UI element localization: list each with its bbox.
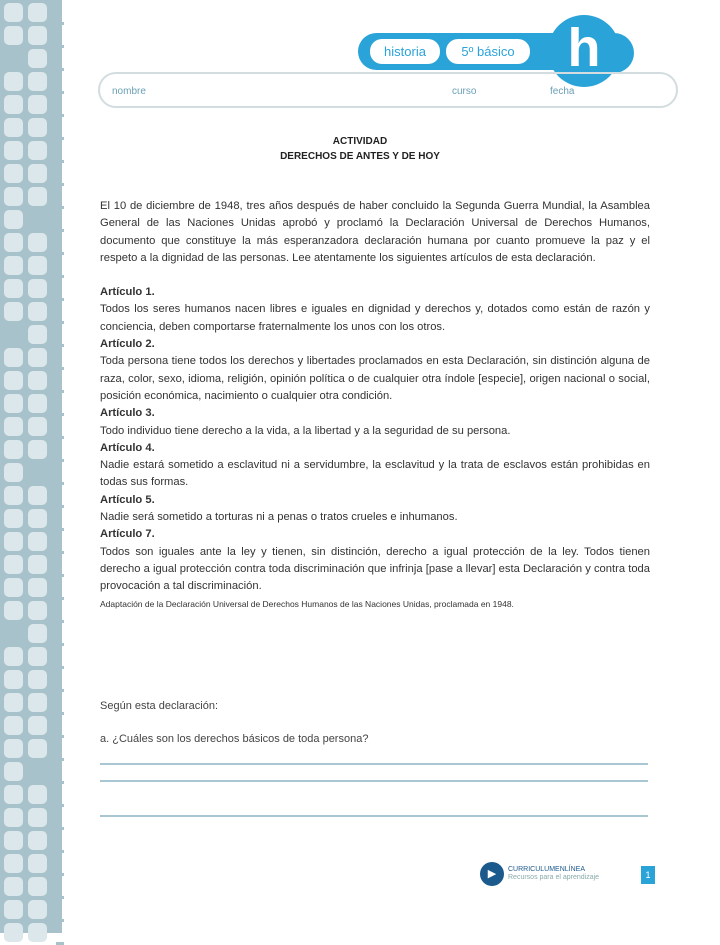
binder-notch [56,298,64,301]
prompt-text: Según esta declaración: [100,700,219,712]
binder-hole [28,716,47,735]
answer-line[interactable] [100,780,648,782]
binder-hole [4,739,23,758]
binder-notch [56,873,64,876]
logo-h-icon: h [548,15,620,87]
binder-hole [28,739,47,758]
binder-hole [4,877,23,896]
binder-notch [56,482,64,485]
binder-hole [4,716,23,735]
binder-notch [56,91,64,94]
binder-hole [4,486,23,505]
brand-name: CURRICULUMENLÍNEA [508,866,586,873]
binder-notch [56,321,64,324]
binder-hole [28,279,47,298]
binder-hole [4,670,23,689]
article-title: Artículo 2. [100,338,155,351]
binder-hole [28,900,47,919]
binder-notch [56,689,64,692]
binder-hole [4,555,23,574]
article-text: Toda persona tiene todos los derechos y libertades proclamados en esta Declaración, sin distinción alguna de raza, color, sexo, idioma, religión, opinión política o de cualquier otra índole [especie], origen nacional o social, posición económica, nacimiento o cualquier otra condición. [100,355,650,402]
binder-notch [56,597,64,600]
binder-hole [28,555,47,574]
binder-hole [28,187,47,206]
student-info-bar[interactable] [98,72,678,108]
binder-hole [28,509,47,528]
binder-hole [4,578,23,597]
binder-hole [4,854,23,873]
answer-line[interactable] [100,815,648,817]
binder-notch [56,344,64,347]
binder-notch [56,850,64,853]
binder-hole [4,394,23,413]
binder-notch [56,758,64,761]
activity-subtitle: DERECHOS DE ANTES Y DE HOY [280,151,440,162]
answer-line[interactable] [100,763,648,765]
binder-hole [28,164,47,183]
binder-hole [28,693,47,712]
article-text: Nadie estará sometido a esclavitud ni a servidumbre, la esclavitud y la trata de esclavos están prohibidas en todas sus formas. [100,459,650,489]
binder-hole [28,854,47,873]
binder-hole [4,831,23,850]
binder-notch [56,574,64,577]
binder-notch [56,413,64,416]
binder-hole [4,440,23,459]
article-title: Artículo 1. [100,286,155,299]
binder-notch [56,206,64,209]
binder-notch [56,827,64,830]
binder-notch [56,735,64,738]
binder-hole [28,371,47,390]
binder-notch [56,68,64,71]
activity-title: ACTIVIDAD [332,136,388,147]
article-title: Artículo 7. [100,528,155,541]
binder-hole [28,302,47,321]
article-title: Artículo 4. [100,441,155,454]
binder-hole [28,256,47,275]
binder-notch [56,436,64,439]
binder-hole [4,118,23,137]
binder-hole [4,463,23,482]
binder-hole [28,49,47,68]
binder-hole [4,3,23,22]
play-icon: ▶ [480,862,504,886]
binder-hole [4,509,23,528]
binder-hole [28,785,47,804]
binder-hole [4,348,23,367]
binder-notch [56,390,64,393]
binder-hole [4,693,23,712]
article-title: Artículo 5. [100,493,155,506]
binder-notch [56,114,64,117]
binder-notch [56,275,64,278]
binder-notch [56,505,64,508]
binder-notch [56,919,64,922]
binder-notch [56,229,64,232]
binder-hole [4,601,23,620]
binder-hole [28,118,47,137]
binder-hole [28,831,47,850]
article-text: Todo individuo tiene derecho a la vida, a la libertad y a la seguridad de su persona. [100,424,511,437]
binder-hole [4,72,23,91]
binder-hole [4,302,23,321]
binder-hole [28,486,47,505]
binder-hole [28,233,47,252]
binder-hole [4,808,23,827]
binder-hole [4,647,23,666]
binder-notch [56,712,64,715]
binder-hole [28,72,47,91]
binder-notch [56,22,64,25]
binder-notch [56,781,64,784]
name-field[interactable]: nombre [112,86,146,97]
binder-hole [28,670,47,689]
binder-hole [28,624,47,643]
binder-hole [28,417,47,436]
subject-label: historia [370,39,440,64]
binder-notch [56,896,64,899]
article-text: Todos son iguales ante la ley y tienen, sin distinción, derecho a igual protección de la ley. Todos tienen derecho a igual protección contra toda discriminación que infrinja [pase a llevar] esta Declaración y contra toda provocación a tal discriminación. [100,545,650,593]
binder-hole [28,3,47,22]
grade-label: 5º básico [446,39,530,64]
binder-hole [4,233,23,252]
binder-hole [4,95,23,114]
binder-hole [4,417,23,436]
binder-notch [56,620,64,623]
article-title: Artículo 3. [100,407,155,420]
document-body [100,198,650,613]
binder-hole [28,394,47,413]
binder-notch [56,252,64,255]
binder-hole [28,532,47,551]
page-number: 1 [641,866,655,884]
binder-hole [28,325,47,344]
brand-tagline: Recursos para el aprendizaje [508,874,600,881]
binder-hole [4,187,23,206]
binder-hole [28,808,47,827]
binder-hole [4,900,23,919]
binder-notch [56,459,64,462]
binder-notch [56,45,64,48]
binder-notch [56,643,64,646]
article-text: Todos los seres humanos nacen libres e iguales en dignidad y derechos y, dotados como están de razón y conciencia, deben comportarse fraternalmente los unos con los otros. [100,303,650,333]
binder-hole [28,578,47,597]
binder-hole [4,26,23,45]
binder-notch [56,551,64,554]
binder-hole [28,95,47,114]
binder-hole [28,26,47,45]
binder-hole [28,647,47,666]
binder-hole [28,440,47,459]
binder-hole [4,762,23,781]
binder-hole [4,371,23,390]
questions [100,700,368,745]
binder-notch [56,666,64,669]
binder-notch [56,183,64,186]
intro-paragraph: El 10 de diciembre de 1948, tres años después de haber concluido la Segunda Guerra Mundial, la Asamblea General de las Naciones Unidas aprobó y proclamó la Declaración Universal de Derechos Humanos, documento que constituye la más esperanzadora declaración humana por cuanto promueve la paz y el respeto a la dignidad de las personas. Lee atentamente los siguientes artículos de esta declaración. [100,200,650,264]
binder-hole [4,785,23,804]
binder-hole [4,256,23,275]
binder-hole [28,348,47,367]
date-field[interactable]: fecha [550,86,575,97]
binder-hole [4,210,23,229]
binder-notch [56,528,64,531]
article-text: Nadie será sometido a torturas ni a penas o tratos crueles e inhumanos. [100,511,458,524]
binder-hole [4,279,23,298]
course-field[interactable]: curso [452,86,477,97]
question-a: a. ¿Cuáles son los derechos básicos de toda persona? [100,733,369,745]
binder-hole [4,164,23,183]
binder-hole [28,877,47,896]
binder-notch [56,367,64,370]
curriculum-logo [480,862,599,886]
binder-hole [28,601,47,620]
binder-hole [4,532,23,551]
source-note: Adaptación de la Declaración Universal de Derechos Humanos de las Naciones Unidas, proclamada en 1948. [100,598,514,609]
binder-notch [56,804,64,807]
